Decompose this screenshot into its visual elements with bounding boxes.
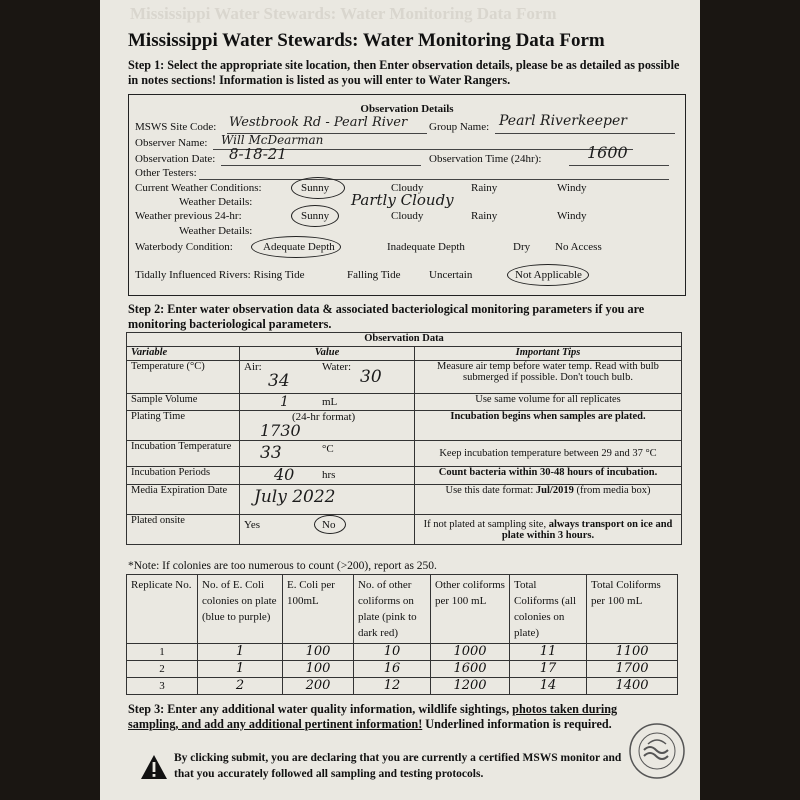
var-media-expiration: Media Expiration Date [127,485,240,515]
colonies-note: *Note: If colonies are too numerous to count (>200), report as 250. [128,560,437,572]
var-plated-onsite: Plated onsite [127,515,240,545]
observation-date-label: Observation Date: [135,153,216,165]
value-incubation-periods[interactable]: 40 hrs [240,467,415,485]
weather-option-windy[interactable]: Windy [557,182,587,194]
value-plating-time[interactable]: (24-hr format) 1730 [240,411,415,441]
rep-col-replicate: Replicate No. [127,575,198,644]
warning-icon [140,754,168,780]
rep-col-ecoli-colonies: No. of E. Coli colonies on plate (blue to purple) [198,575,283,644]
observation-date-value[interactable]: 8-18-21 [229,145,287,163]
prev-weather-details-label: Weather Details: [179,225,253,237]
waterbody-option-adequate[interactable]: Adequate Depth [263,241,335,253]
site-code-value[interactable]: Westbrook Rd - Pearl River [229,115,408,130]
rep-col-other-per-100: Other coliforms per 100 mL [431,575,510,644]
observation-time-value[interactable]: 1600 [587,143,628,162]
tip-incubation-periods: Count bacteria within 30-48 hours of incubation. [415,467,682,485]
observation-details-header: Observation Details [360,103,454,115]
rep-col-total-per-100: Total Coliforms per 100 mL [587,575,678,644]
col-value: Value [240,347,415,361]
weather-option-rainy[interactable]: Rainy [471,182,498,194]
group-name-value[interactable]: Pearl Riverkeeper [499,113,627,129]
weather-option-sunny[interactable]: Sunny [301,182,330,194]
tidal-option-falling[interactable]: Falling Tide [347,269,401,281]
prev-weather-option-rainy[interactable]: Rainy [471,210,498,222]
tip-plating-time: Incubation begins when samples are plated. [415,411,682,441]
form-title: Mississippi Water Stewards: Water Monitoring Data Form [128,30,605,51]
group-name-label: Group Name: [429,121,490,133]
observer-name-label: Observer Name: [135,137,208,149]
observation-data-header: Observation Data [127,333,682,347]
var-plating-time: Plating Time [127,411,240,441]
step3-instructions: Step 3: Enter any additional water quality information, wildlife sightings, photos taken during sampling, and add any additional pertinent information! Underlined information is required. [128,702,618,731]
var-incubation-temp: Incubation Temperature [127,441,240,467]
msws-seal-icon [628,722,686,780]
table-row: 1 1 100 10 1000 11 1100 [127,644,678,661]
observation-time-label: Observation Time (24hr): [429,153,542,165]
var-sample-volume: Sample Volume [127,394,240,411]
tidal-rivers-label: Tidally Influenced Rivers: Rising Tide [135,269,305,281]
weather-option-cloudy[interactable]: Cloudy [391,182,424,194]
weather-details-value[interactable]: Partly Cloudy [351,191,454,209]
prev-weather-option-windy[interactable]: Windy [557,210,587,222]
value-temperature[interactable]: Air: Water: 34 30 [240,361,415,394]
declaration-text: By clicking submit, you are declaring that you are currently a certified MSWS monitor and that you accurately followed all sampling and testing protocols. [174,752,622,780]
var-incubation-periods: Incubation Periods [127,467,240,485]
replicate-table [126,574,678,695]
tidal-option-not-applicable[interactable]: Not Applicable [515,269,582,281]
site-code-label: MSWS Site Code: [135,121,217,133]
rep-col-other-colonies: No. of other coliforms on plate (pink to dark red) [354,575,431,644]
weather-details-label: Weather Details: [179,196,253,208]
tidal-option-uncertain[interactable]: Uncertain [429,269,473,281]
value-incubation-temp[interactable]: 33 °C [240,441,415,467]
prev-weather-option-sunny[interactable]: Sunny [301,210,330,222]
bleed-through-text: Mississippi Water Stewards: Water Monitoring Data Form [130,4,557,23]
tip-plated-onsite: If not plated at sampling site, always transport on ice and plate within 3 hours. [415,515,682,545]
table-row: 3 2 200 12 1200 14 1400 [127,678,678,695]
tip-media-expiration: Use this date format: Jul/2019 (from media box) [415,485,682,515]
waterbody-option-no-access[interactable]: No Access [555,241,602,253]
tip-incubation-temp: Keep incubation temperature between 29 and 37 °C [415,441,682,467]
rep-col-ecoli-per-100: E. Coli per 100mL [283,575,354,644]
waterbody-option-dry[interactable]: Dry [513,241,531,253]
table-row: 2 1 100 16 1600 17 1700 [127,661,678,678]
waterbody-condition-label: Waterbody Condition: [135,241,233,253]
step1-instructions: Step 1: Select the appropriate site location, then Enter observation details, please be as detailed as possible in notes sections! Information is listed as you will enter to Water Rangers. [128,58,680,87]
col-variable: Variable [127,347,240,361]
waterbody-option-inadequate[interactable]: Inadequate Depth [387,241,465,253]
prev-weather-option-cloudy[interactable]: Cloudy [391,210,424,222]
step2-instructions: Step 2: Enter water observation data & associated bacteriological monitoring parameters if you are monitoring bacteriological parameters. [128,302,645,331]
weather-previous-label: Weather previous 24-hr: [135,210,242,222]
current-weather-label: Current Weather Conditions: [135,182,262,194]
observation-details-box [128,94,686,296]
value-sample-volume[interactable]: 1 mL [240,394,415,411]
value-media-expiration[interactable]: July 2022 [240,485,415,515]
tip-sample-volume: Use same volume for all replicates [415,394,682,411]
observer-name-value[interactable]: Will McDearman [221,133,324,147]
var-temperature: Temperature (°C) [127,361,240,394]
rep-col-total-coliforms: Total Coliforms (all colonies on plate) [510,575,587,644]
value-plated-onsite[interactable]: Yes No [240,515,415,545]
other-testers-label: Other Testers: [135,167,197,179]
observation-data-table [126,332,682,545]
form-paper [100,0,700,800]
tip-temperature: Measure air temp before water temp. Read with bulb submerged if possible. Don't touch bulb. [415,361,682,394]
col-tips: Important Tips [415,347,682,361]
